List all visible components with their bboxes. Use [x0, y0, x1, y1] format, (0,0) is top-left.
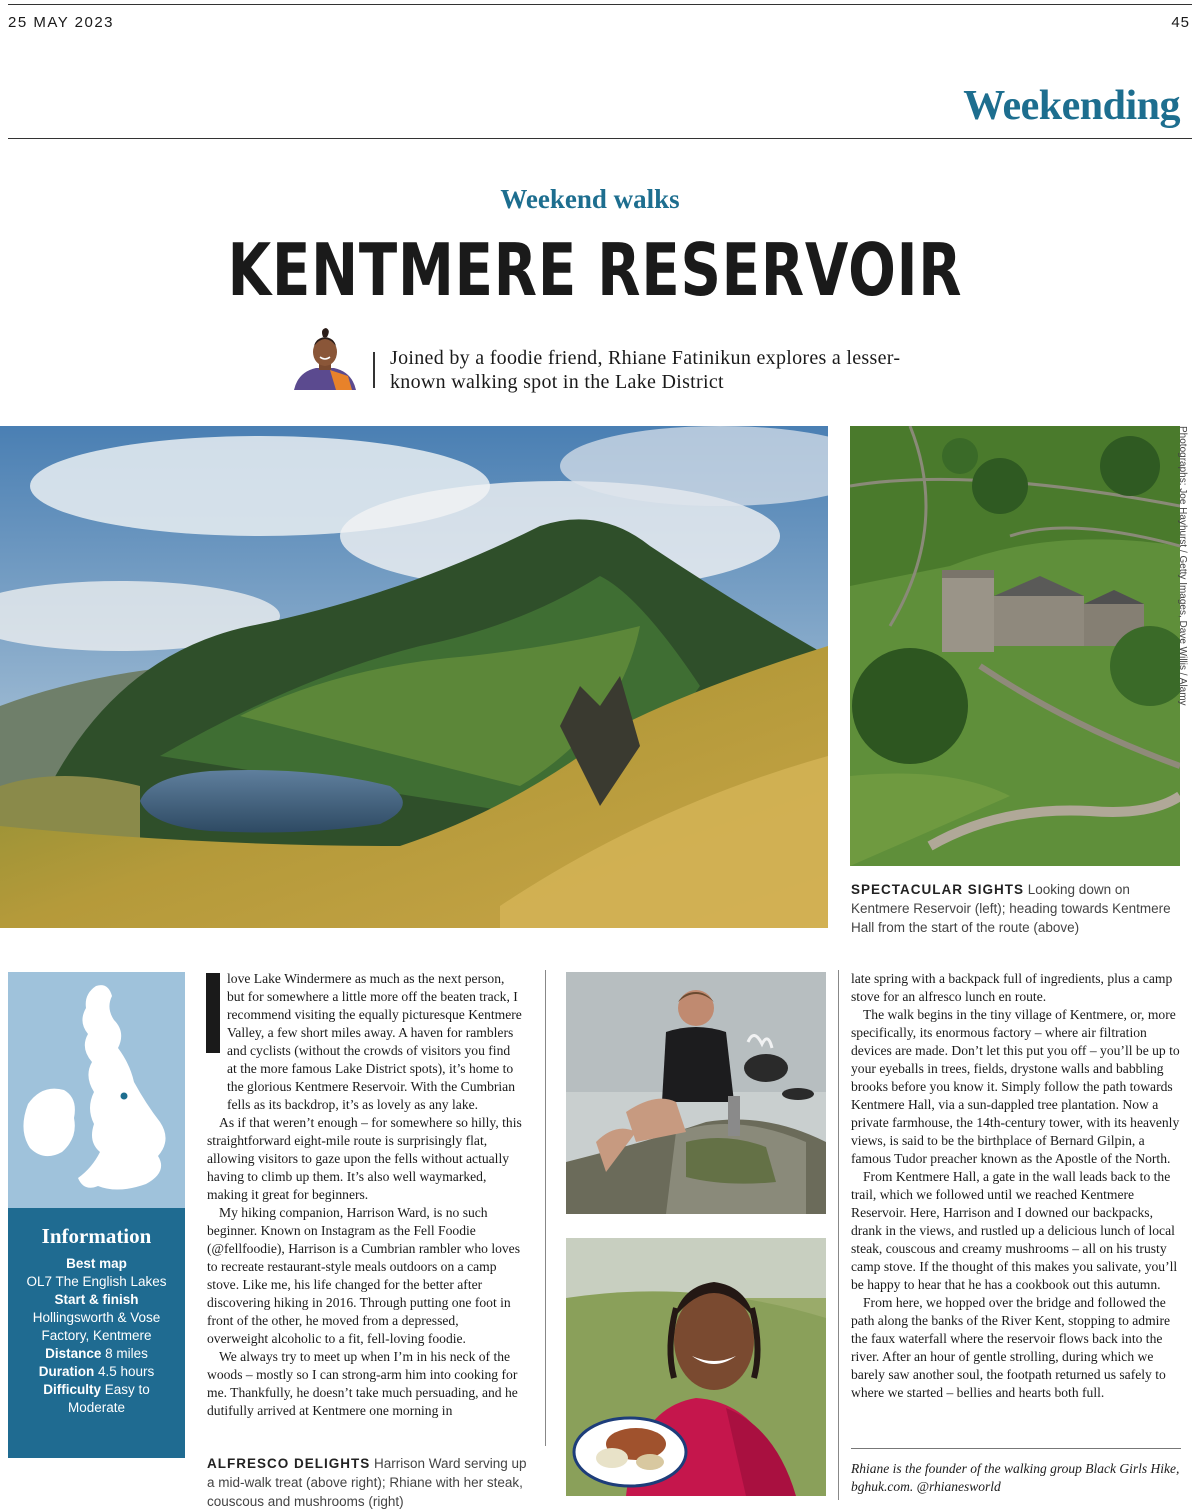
page-number: 45	[1171, 14, 1190, 31]
top-rule	[8, 4, 1192, 5]
uk-map-icon	[8, 972, 185, 1208]
paragraph: We always try to meet up when I’m in his neck of the woods – mostly so I can strong-arm him into cooking for me. Thankfully, he doesn’t take much persuading, and he dutifully arrived at Kentmere one morning in	[207, 1349, 518, 1418]
bio-rule	[851, 1448, 1181, 1449]
info-value: OL7 The English Lakes	[26, 1274, 167, 1289]
caption-spectacular-sights	[851, 880, 1181, 937]
issue-date: 25 MAY 2023	[8, 14, 115, 31]
paragraph: From Kentmere Hall, a gate in the wall leads back to the trail, which we followed until we reached Kentmere Reservoir. Here, Harrison and I downed our backpacks, drank in the views, and rustled up a delicious lunch of local steak, couscous and creamy mushrooms – all on his trusty camp stove. If the thought of this makes you salivate, you’ll be happy to hear that he has a cookbook out this autumn.	[851, 1169, 1178, 1292]
photo-credit	[1172, 426, 1194, 766]
paragraph: As if that weren’t enough – for somewhere so hilly, this straightforward eight-mile route is surprisingly flat, allowing visitors to gaze upon the fells without actually having to climb up them. It’s also well waymarked, making it great for beginners.	[207, 1115, 522, 1202]
info-label: Duration	[38, 1364, 95, 1379]
information-list	[18, 1255, 175, 1417]
section-title: Weekending	[963, 83, 1180, 129]
body-column-3	[851, 970, 1181, 1402]
info-label: Distance	[45, 1346, 102, 1361]
paragraph: late spring with a backpack full of ingredients, plus a camp stove for an alfresco lunch en route.	[851, 971, 1173, 1004]
info-value: 4.5 hours	[97, 1364, 155, 1379]
caption-alfresco-delights	[207, 1454, 537, 1511]
info-row	[18, 1345, 175, 1363]
column-rule	[545, 970, 546, 1446]
caption-head: SPECTACULAR SIGHTS	[851, 882, 1025, 897]
information-title: Information	[41, 1224, 152, 1248]
section-rule	[8, 138, 1192, 139]
caption-text: Looking down on Kentmere Reservoir (left); heading towards Kentmere Hall from the start of the route (above)	[851, 882, 1171, 935]
paragraph: The walk begins in the tiny village of Kentmere, or, more specifically, its enormous factory – where air filtration devices are made. Don’t let this put you off – you’ll be up to your eyeballs in trees, fields, drystone walls and babbling brooks before you know it. Simply follow the path towards Kentmere Hall, via a sun-dappled tree plantation. Now a private farmhouse, the 14th-century tower, with its heavenly views, is said to be the birthplace of Bernard Gilpin, a famous Tudor preacher known as the Apostle of the North.	[851, 1007, 1180, 1166]
kicker: Weekend walks	[500, 184, 680, 214]
headline: KENTMERE RESERVOIR	[227, 228, 963, 312]
info-label: Difficulty	[43, 1382, 101, 1397]
author-bio: Rhiane is the founder of the walking group Black Girls Hike, bghuk.com. @rhianesworld	[851, 1461, 1180, 1494]
caption-head: ALFRESCO DELIGHTS	[207, 1456, 371, 1471]
info-label: Best map	[66, 1256, 127, 1271]
kentmere-reservoir-photo	[0, 426, 828, 928]
information-box	[8, 972, 185, 1458]
info-label: Start & finish	[54, 1292, 139, 1307]
info-row	[18, 1363, 175, 1381]
standfirst: Joined by a foodie friend, Rhiane Fatinikun explores a lesser-known walking spot in the Lake District	[390, 347, 901, 393]
standfirst-divider	[373, 352, 375, 388]
kentmere-hall-photo	[850, 426, 1180, 866]
harrison-cooking-photo	[566, 972, 826, 1214]
photo-credit-text: Photographs: Joe Hayhurst / Getty Images, Dave Willis / Alamy	[1177, 426, 1188, 706]
body-column-1	[207, 970, 523, 1420]
caption-text: Harrison Ward serving up a mid-walk treat (above right); Rhiane with her steak, couscous and mushrooms (right)	[207, 1456, 527, 1509]
info-row	[18, 1381, 175, 1417]
paragraph: From here, we hopped over the bridge and followed the path along the banks of the River Kent, stopping to admire the faux waterfall where the reservoir flows back into the river. After an hour of gentle strolling, during which we barely saw another soul, the footpath returned us safely to where we started – bellies and hearts both full.	[851, 1295, 1171, 1400]
uk-map	[8, 972, 185, 1208]
paragraph: My hiking companion, Harrison Ward, is no such beginner. Known on Instagram as the Fell Foodie (@fellfoodie), Harrison is a Cumbrian rambler who loves to recreate restaurant-style meals outdoors on a camp stove. Like me, his life changed for the better after discovering hiking in 2016. Through putting one foot in front of the other, he moved from a depressed, overweight alcoholic to a fit, fell-loving foodie.	[207, 1205, 521, 1346]
column-rule	[838, 970, 839, 1500]
info-value: Easy to Moderate	[67, 1382, 150, 1415]
paragraph: love Lake Windermere as much as the next person, but for somewhere a little more off the beaten track, I recommend visiting the equally picturesque Kentmere Valley, a few short miles away. A haven for ramblers and cyclists (without the crowds of visitors you find at the more famous Lake District spots), it’s home to the glorious Kentmere Reservoir. With the Cumbrian fells as its backdrop, it’s as lovely as any lake.	[227, 971, 522, 1112]
info-value: Hollingsworth & Vose Factory, Kentmere	[32, 1310, 161, 1343]
info-value: 8 miles	[105, 1346, 148, 1361]
author-portrait	[290, 326, 360, 390]
rhiane-with-meal-photo	[566, 1238, 826, 1496]
